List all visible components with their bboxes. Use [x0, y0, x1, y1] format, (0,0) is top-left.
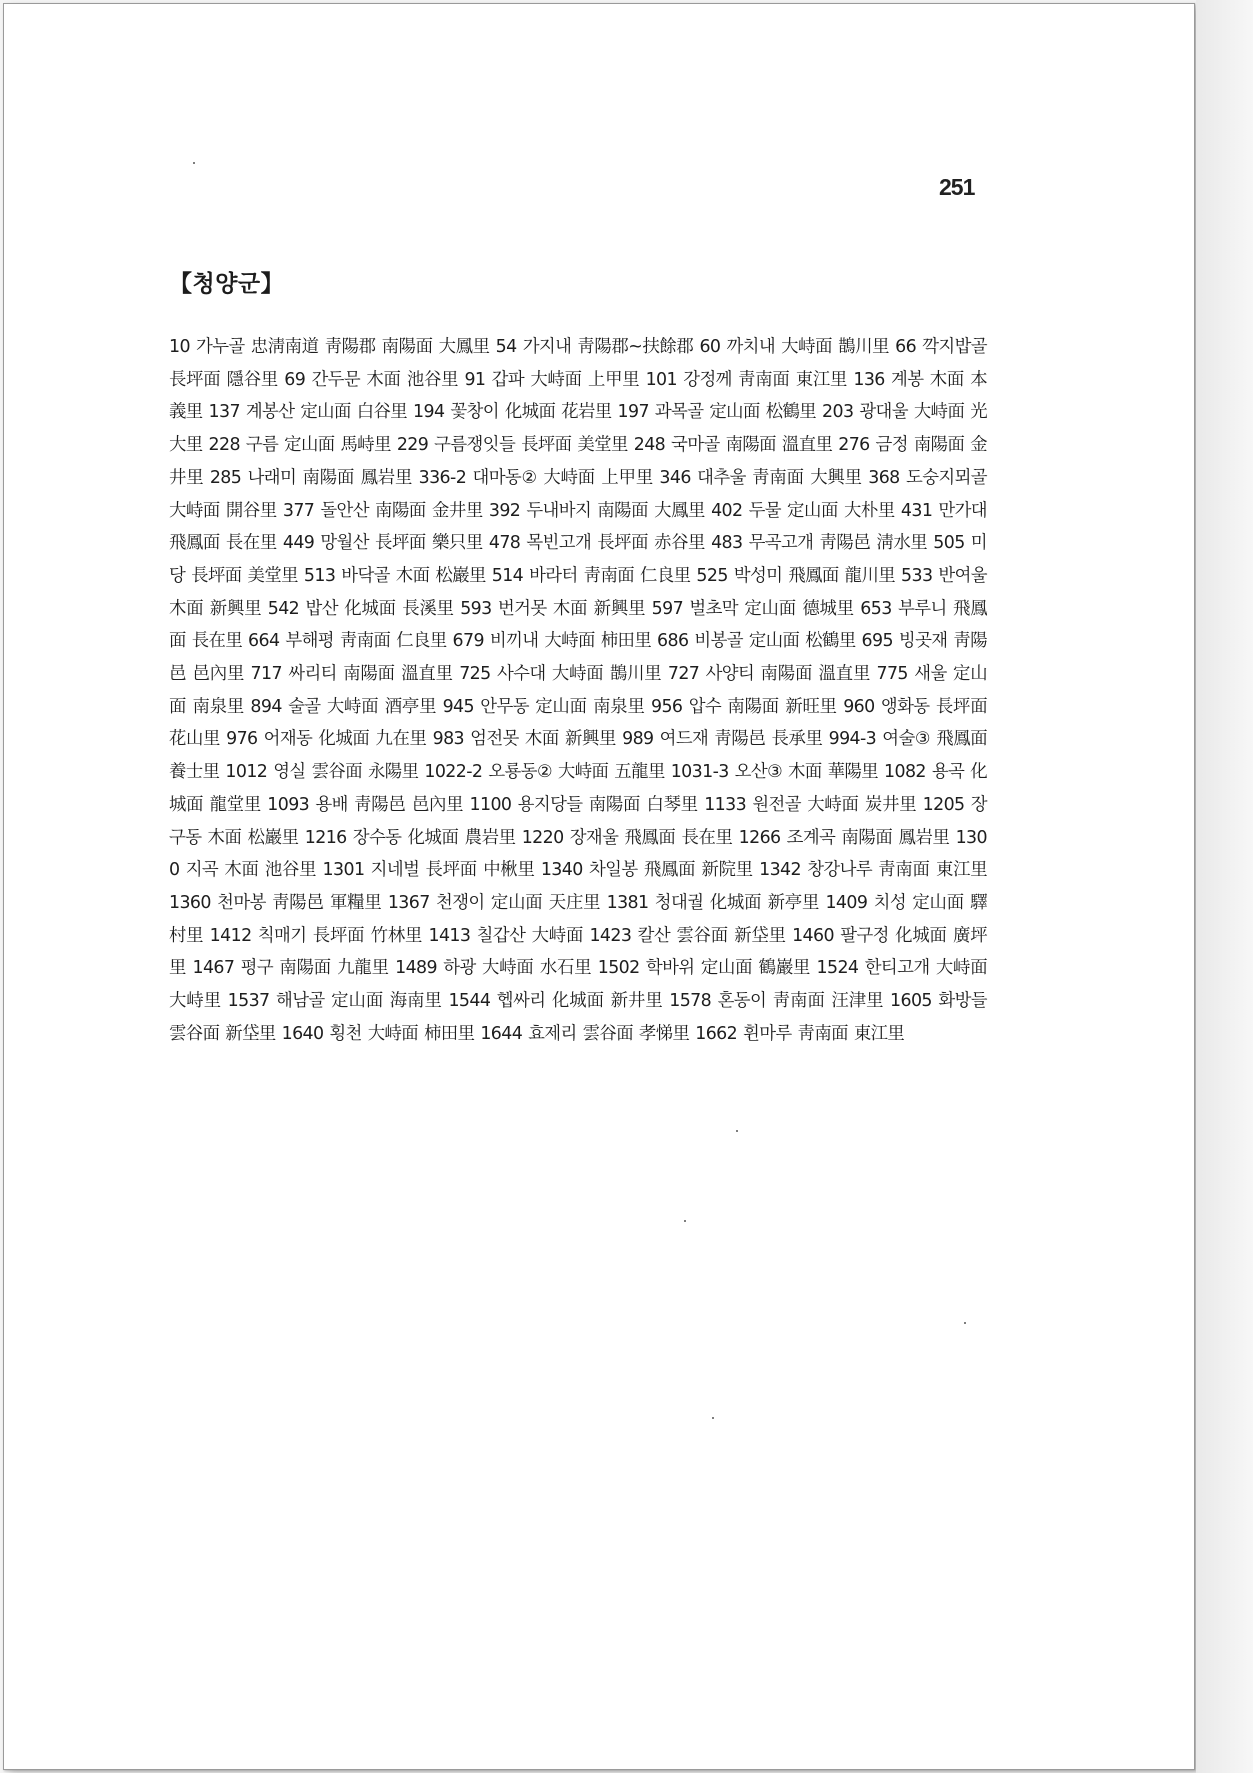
scan-speck [684, 1220, 686, 1222]
scan-speck [964, 1322, 966, 1324]
scan-speck [712, 1417, 714, 1419]
place-name-index-text: 10 가누골 忠淸南道 靑陽郡 南陽面 大鳳里 54 가지내 靑陽郡~扶餘郡 60 까치내 大峙面 鵲川里 66 깍지밥골 長坪面 隱谷里 69 간두문 木面 池谷里 91 갑파 大峙面 上甲里 101 강정께 靑南面 東江里 136 계봉 木面 本義里 137 계봉산 定山面 白谷里 194 꽃창이 化城面 花岩里 197 과목골 定山面 松鶴里 203 광대울 大峙面 光大里 228 구름 定山面 馬峙里 229 구름쟁잇들 長坪面 美堂里 248 국마골 南陽面 溫直里 276 금정 南陽面 金井里 285 나래미 南陽面 鳳岩里 336-2 대마동② 大峙面 上甲里 346 대추울 靑南面 大興里 368 도숭지뫼골 大峙面 開谷里 377 돌안산 南陽面 金井里 392 두내바지 南陽面 大鳳里 402 두물 定山面 大朴里 431 만가대 飛鳳面 長在里 449 망월산 長坪面 樂只里 478 목빈고개 長坪面 赤谷里 483 무곡고개 靑陽邑 淸水里 505 미당 長坪面 美堂里 513 바닥골 木面 松巖里 514 바라터 靑南面 仁良里 525 박성미 飛鳳面 龍川里 533 반여울 木面 新興里 542 밥산 化城面 長溪里 593 번거못 木面 新興里 597 벌초막 定山面 德城里 653 부루니 飛鳳面 長在里 664 부해평 靑南面 仁良里 679 비끼내 大峙面 柿田里 686 비봉골 定山面 松鶴里 695 빙곳재 靑陽邑 邑內里 717 싸리티 南陽面 溫直里 725 사수대 大峙面 鵲川里 727 사양티 南陽面 溫直里 775 새울 定山面 南泉里 894 술골 大峙面 酒亭里 945 안무동 定山面 南泉里 956 압수 南陽面 新旺里 960 앵화동 長坪面 花山里 976 어재동 化城面 九在里 983 엄전못 木面 新興里 989 여드재 靑陽邑 長承里 994-3 여술③ 飛鳳面 養士里 1012 영실 雲谷面 永陽里 1022-2 오룡동② 大峙面 五龍里 1031-3 오산③ 木面 華陽里 1082 용곡 化城面 龍堂里 1093 용배 靑陽邑 邑內里 1100 용지당들 南陽面 白琴里 1133 원전골 大峙面 炭井里 1205 장구동 木面 松巖里 1216 장수동 化城面 農岩里 1220 장재울 飛鳳面 長在里 1266 조계곡 南陽面 鳳岩里 1300 지곡 木面 池谷里 1301 지네벌 長坪面 中楸里 1340 차일봉 飛鳳面 新院里 1342 창강나루 靑南面 東江里 1360 천마봉 靑陽邑 軍糧里 1367 천쟁이 定山面 天庄里 1381 청대궐 化城面 新亭里 1409 치성 定山面 驛村里 1412 칙매기 長坪面 竹林里 1413 칠갑산 大峙面 1423 칼산 雲谷面 新垈里 1460 팔구정 化城面 廣坪里 1467 평구 南陽面 九龍里 1489 하광 大峙面 水石里 1502 학바위 定山面 鶴巖里 1524 한티고개 大峙面 大峙里 1537 해남골 定山面 海南里 1544 헵싸리 化城面 新井里 1578 혼동이 靑南面 汪津里 1605 화방들 雲谷面 新垈里 1640 횡천 大峙面 柿田里 1644 효제리 雲谷面 孝悌里 1662 휜마루 靑南面 東江里 [169, 337, 987, 1044]
viewer-background-edge [1196, 0, 1253, 1773]
scan-speck [193, 162, 195, 164]
page-number: 251 [939, 174, 975, 200]
section-heading: 【청양군】 [169, 271, 285, 297]
scan-speck [736, 1130, 738, 1132]
document-page [3, 3, 1195, 1770]
